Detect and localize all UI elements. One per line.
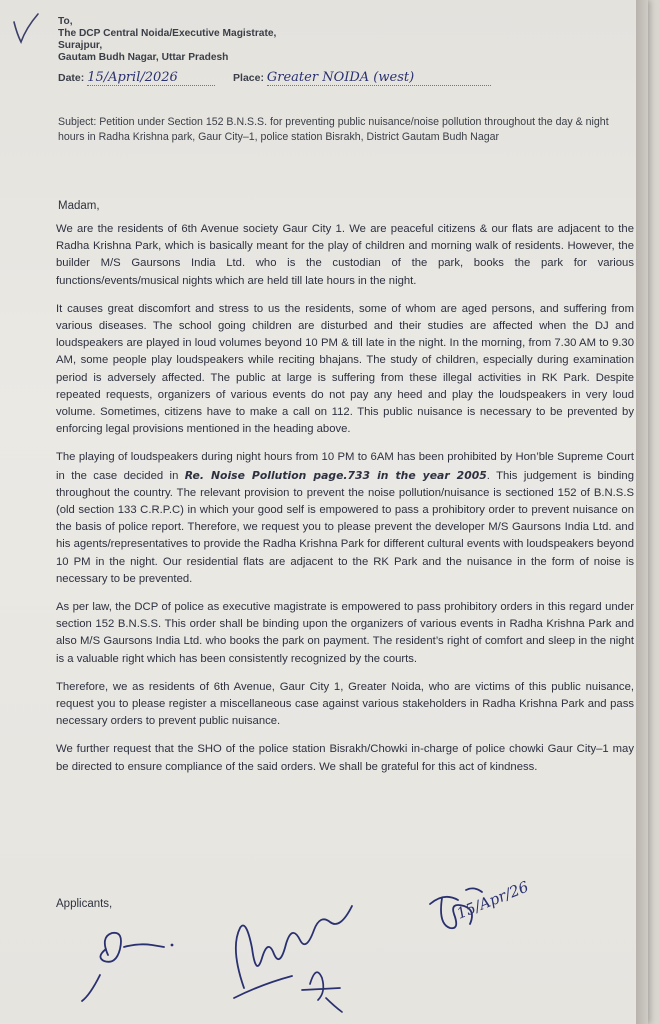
- case-citation: Re. Noise Pollution page.733 in the year 2005: [184, 468, 487, 482]
- subject-line: Subject: Petition under Section 152 B.N.S.S. for preventing public nuisance/noise pollution throughout the day & night hours in Radha Krishna park, Gaur City–1, police station Bisrakh, District Gautam Budh Nagar: [58, 116, 609, 143]
- paragraph-3-end: . This judgement is binding throughout the country. The relevant provision to prevent the noise pollution/nuisance is sectioned 152 of B.N.S.S (old section 133 C.R.P.C) in which your good self is empowered to pass a prohibitory order to prevent nuisance on the basis of police report. Therefore, we request you to please prevent the developer M/S Gaursons India Ltd. and his agents/representatives to provide the Radha Krishna Park for different cultural events with loudspeakers beyond 10 PM in the night. Our residential flats are adjacent to the RK Park and the nuisance in the form of noise is necessary to be prevented.: [56, 469, 634, 585]
- signature-3: [420, 878, 560, 958]
- paragraph-3-start: The playing of loudspeakers during night hours from 10 PM to 6AM has been prohibited by Hon’ble Supreme Court in the case decided in: [56, 451, 634, 482]
- address-line-1: The DCP Central Noida/Executive Magistrate,: [58, 28, 277, 39]
- applicants-label: Applicants,: [56, 898, 113, 910]
- paper-edge: [636, 0, 648, 1024]
- recipient-address: [58, 16, 276, 64]
- paragraph-4: As per law, the DCP of police as executive magistrate is empowered to pass prohibitory orders in this regard under section 152 B.N.S.S. This order shall be binding upon the organizers of various events in Radha Krishna Park and also M/S Gaursons India Ltd. who books the park on payment. The resident’s right of comfort and sleep in the night is a valuable right which has been consistently recognized by the courts.: [56, 601, 634, 665]
- address-to: To,: [58, 16, 73, 27]
- date-value: 15/April/2026: [87, 70, 215, 86]
- signature-date: 15/Apr/26: [454, 877, 532, 923]
- paragraph-6: We further request that the SHO of the police station Bisrakh/Chowki in-charge of police chowki Gaur City–1 may be directed to ensure compliance of the said orders. We shall be grateful for this act of kindness.: [56, 743, 634, 773]
- salutation: Madam,: [58, 200, 100, 212]
- signature-1: [80, 915, 190, 1005]
- date-place-line: [58, 70, 491, 86]
- paragraph-1: We are the residents of 6th Avenue society Gaur City 1. We are peaceful citizens & our flats are adjacent to the Radha Krishna Park, which is basically meant for the play of children and morning walk of residents. However, the builder M/S Gaursons India Ltd. who is the custodian of the park, books the park for various functions/events/musical nights which are held till late hours in the night.: [56, 223, 634, 287]
- address-line-2: Surajpur,: [58, 40, 103, 51]
- address-line-3: Gautam Budh Nagar, Uttar Pradesh: [58, 52, 229, 63]
- paragraph-2: It causes great discomfort and stress to us the residents, some of whom are aged persons, and suffering from various diseases. The school going children are disturbed and their studies are affected when the DJ and loudspeakers are played in loud volumes beyond 10 PM & till late in the night. In the morning, from 7.30 AM to 9.30 AM, some people play loudspeakers while reciting bhajans. The study of children, especially during examination period is adversely affected. The public at large is suffering from these illegal activities in RK Park. Despite repeated requests, organizers of various events do not pay any heed and play the loudspeakers in very loud volume. Sometimes, citizens have to make a call on 112. This public nuisance is necessary to be prevented by enforcing legal provisions mentioned in the heading above.: [56, 302, 634, 436]
- paragraph-3: [56, 449, 634, 588]
- place-label: Place:: [233, 72, 264, 84]
- check-mark-icon: [8, 10, 42, 50]
- letter-body: [56, 221, 634, 787]
- paragraph-5: Therefore, we as residents of 6th Avenue, Gaur City 1, Greater Noida, who are victims of this public nuisance, request you to please register a miscellaneous case against various stakeholders in Radha Krishna Park and pass necessary orders to prevent public nuisance.: [56, 680, 634, 728]
- signature-2: [222, 888, 372, 1018]
- place-value: Greater NOIDA (west): [267, 70, 491, 86]
- date-label: Date:: [58, 72, 85, 84]
